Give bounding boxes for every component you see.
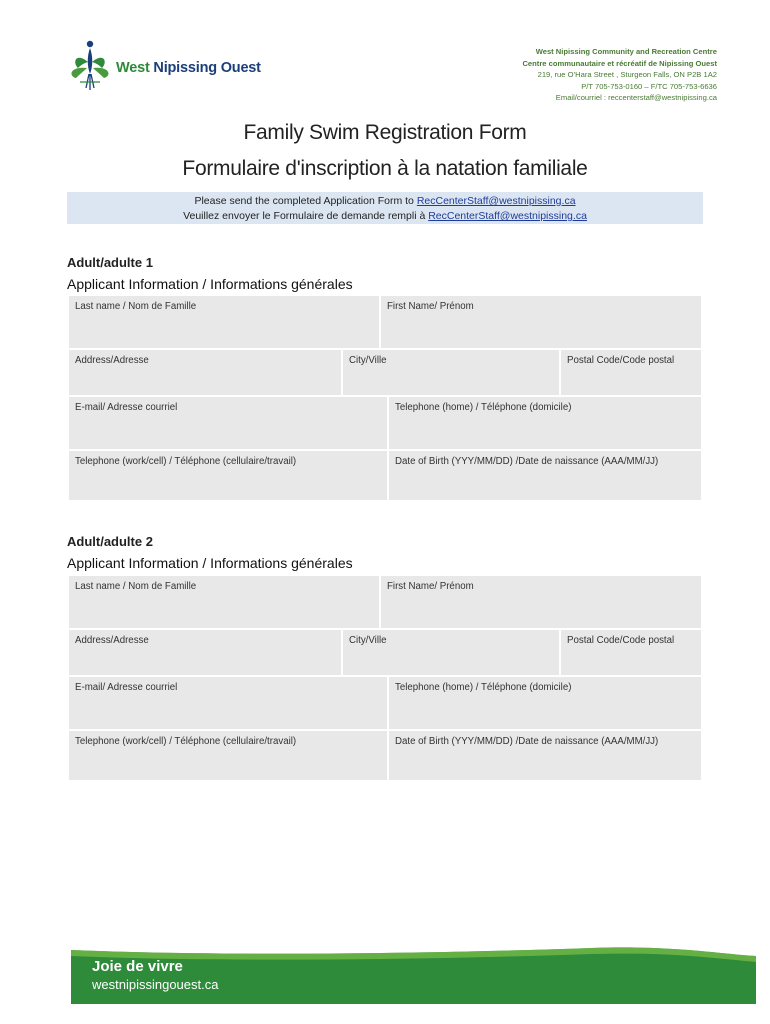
submission-notice [67, 192, 703, 224]
postal-code-field-2[interactable]: Postal Code/Code postal [561, 630, 701, 675]
notice-line1: Please send the completed Application Form to [194, 195, 417, 207]
email-field-2[interactable]: E-mail/ Adresse courriel [69, 677, 387, 729]
org-email: Email/courriel : reccenterstaff@westnipissing.ca [555, 93, 717, 102]
date-of-birth-field-2[interactable]: Date of Birth (YYY/MM/DD) /Date de naissance (AAA/MM/JJ) [389, 731, 701, 780]
city-field-1[interactable]: City/Ville [343, 350, 559, 395]
telephone-work-field-2[interactable]: Telephone (work/cell) / Téléphone (cellulaire/travail) [69, 731, 387, 780]
form-title-fr: Formulaire d'inscription à la natation familiale [182, 157, 588, 180]
telephone-home-field-2[interactable]: Telephone (home) / Téléphone (domicile) [389, 677, 701, 729]
form-title-en: Family Swim Registration Form [243, 121, 527, 144]
footer-website: westnipissingouest.ca [92, 977, 219, 992]
email-link-1[interactable]: RecCenterStaff@westnipissing.ca [416, 195, 576, 207]
city-field-2[interactable]: City/Ville [343, 630, 559, 675]
section-heading-adult-2: Adult/adulte 2 [67, 534, 153, 549]
address-field-1[interactable]: Address/Adresse [69, 350, 341, 395]
last-name-field-2[interactable]: Last name / Nom de Famille [69, 576, 379, 628]
contact-block [522, 46, 717, 104]
telephone-work-field-1[interactable]: Telephone (work/cell) / Téléphone (cellulaire/travail) [69, 451, 387, 500]
logo-text: West Nipissing Ouest [116, 60, 261, 76]
email-link-2[interactable]: RecCenterStaff@westnipissing.ca [428, 210, 587, 222]
section-subheading-adult-1: Applicant Information / Informations générales [67, 276, 353, 292]
last-name-field-1[interactable]: Last name / Nom de Famille [69, 296, 379, 348]
section-subheading-adult-2: Applicant Information / Informations générales [67, 555, 353, 571]
org-name-en: West Nipissing Community and Recreation Centre [535, 47, 717, 56]
telephone-home-field-1[interactable]: Telephone (home) / Téléphone (domicile) [389, 397, 701, 449]
org-phone: P/T 705-753-0160 – F/TC 705-753-6636 [581, 81, 717, 91]
notice-line2: Veuillez envoyer le Formulaire de demande rempli à [183, 210, 429, 222]
address-field-2[interactable]: Address/Adresse [69, 630, 341, 675]
footer-tagline: Joie de vivre [92, 958, 183, 975]
date-of-birth-field-1[interactable]: Date of Birth (YYY/MM/DD) /Date de naissance (AAA/MM/JJ) [389, 451, 701, 500]
org-name-fr: Centre communautaire et récréatif de Nipissing Ouest [522, 58, 717, 68]
postal-code-field-1[interactable]: Postal Code/Code postal [561, 350, 701, 395]
first-name-field-1[interactable]: First Name/ Prénom [381, 296, 701, 348]
section-heading-adult-1: Adult/adulte 1 [67, 255, 153, 270]
first-name-field-2[interactable]: First Name/ Prénom [381, 576, 701, 628]
org-address: 219, rue O’Hara Street , Sturgeon Falls, ON P2B 1A2 [537, 70, 717, 79]
email-field-1[interactable]: E-mail/ Adresse courriel [69, 397, 387, 449]
